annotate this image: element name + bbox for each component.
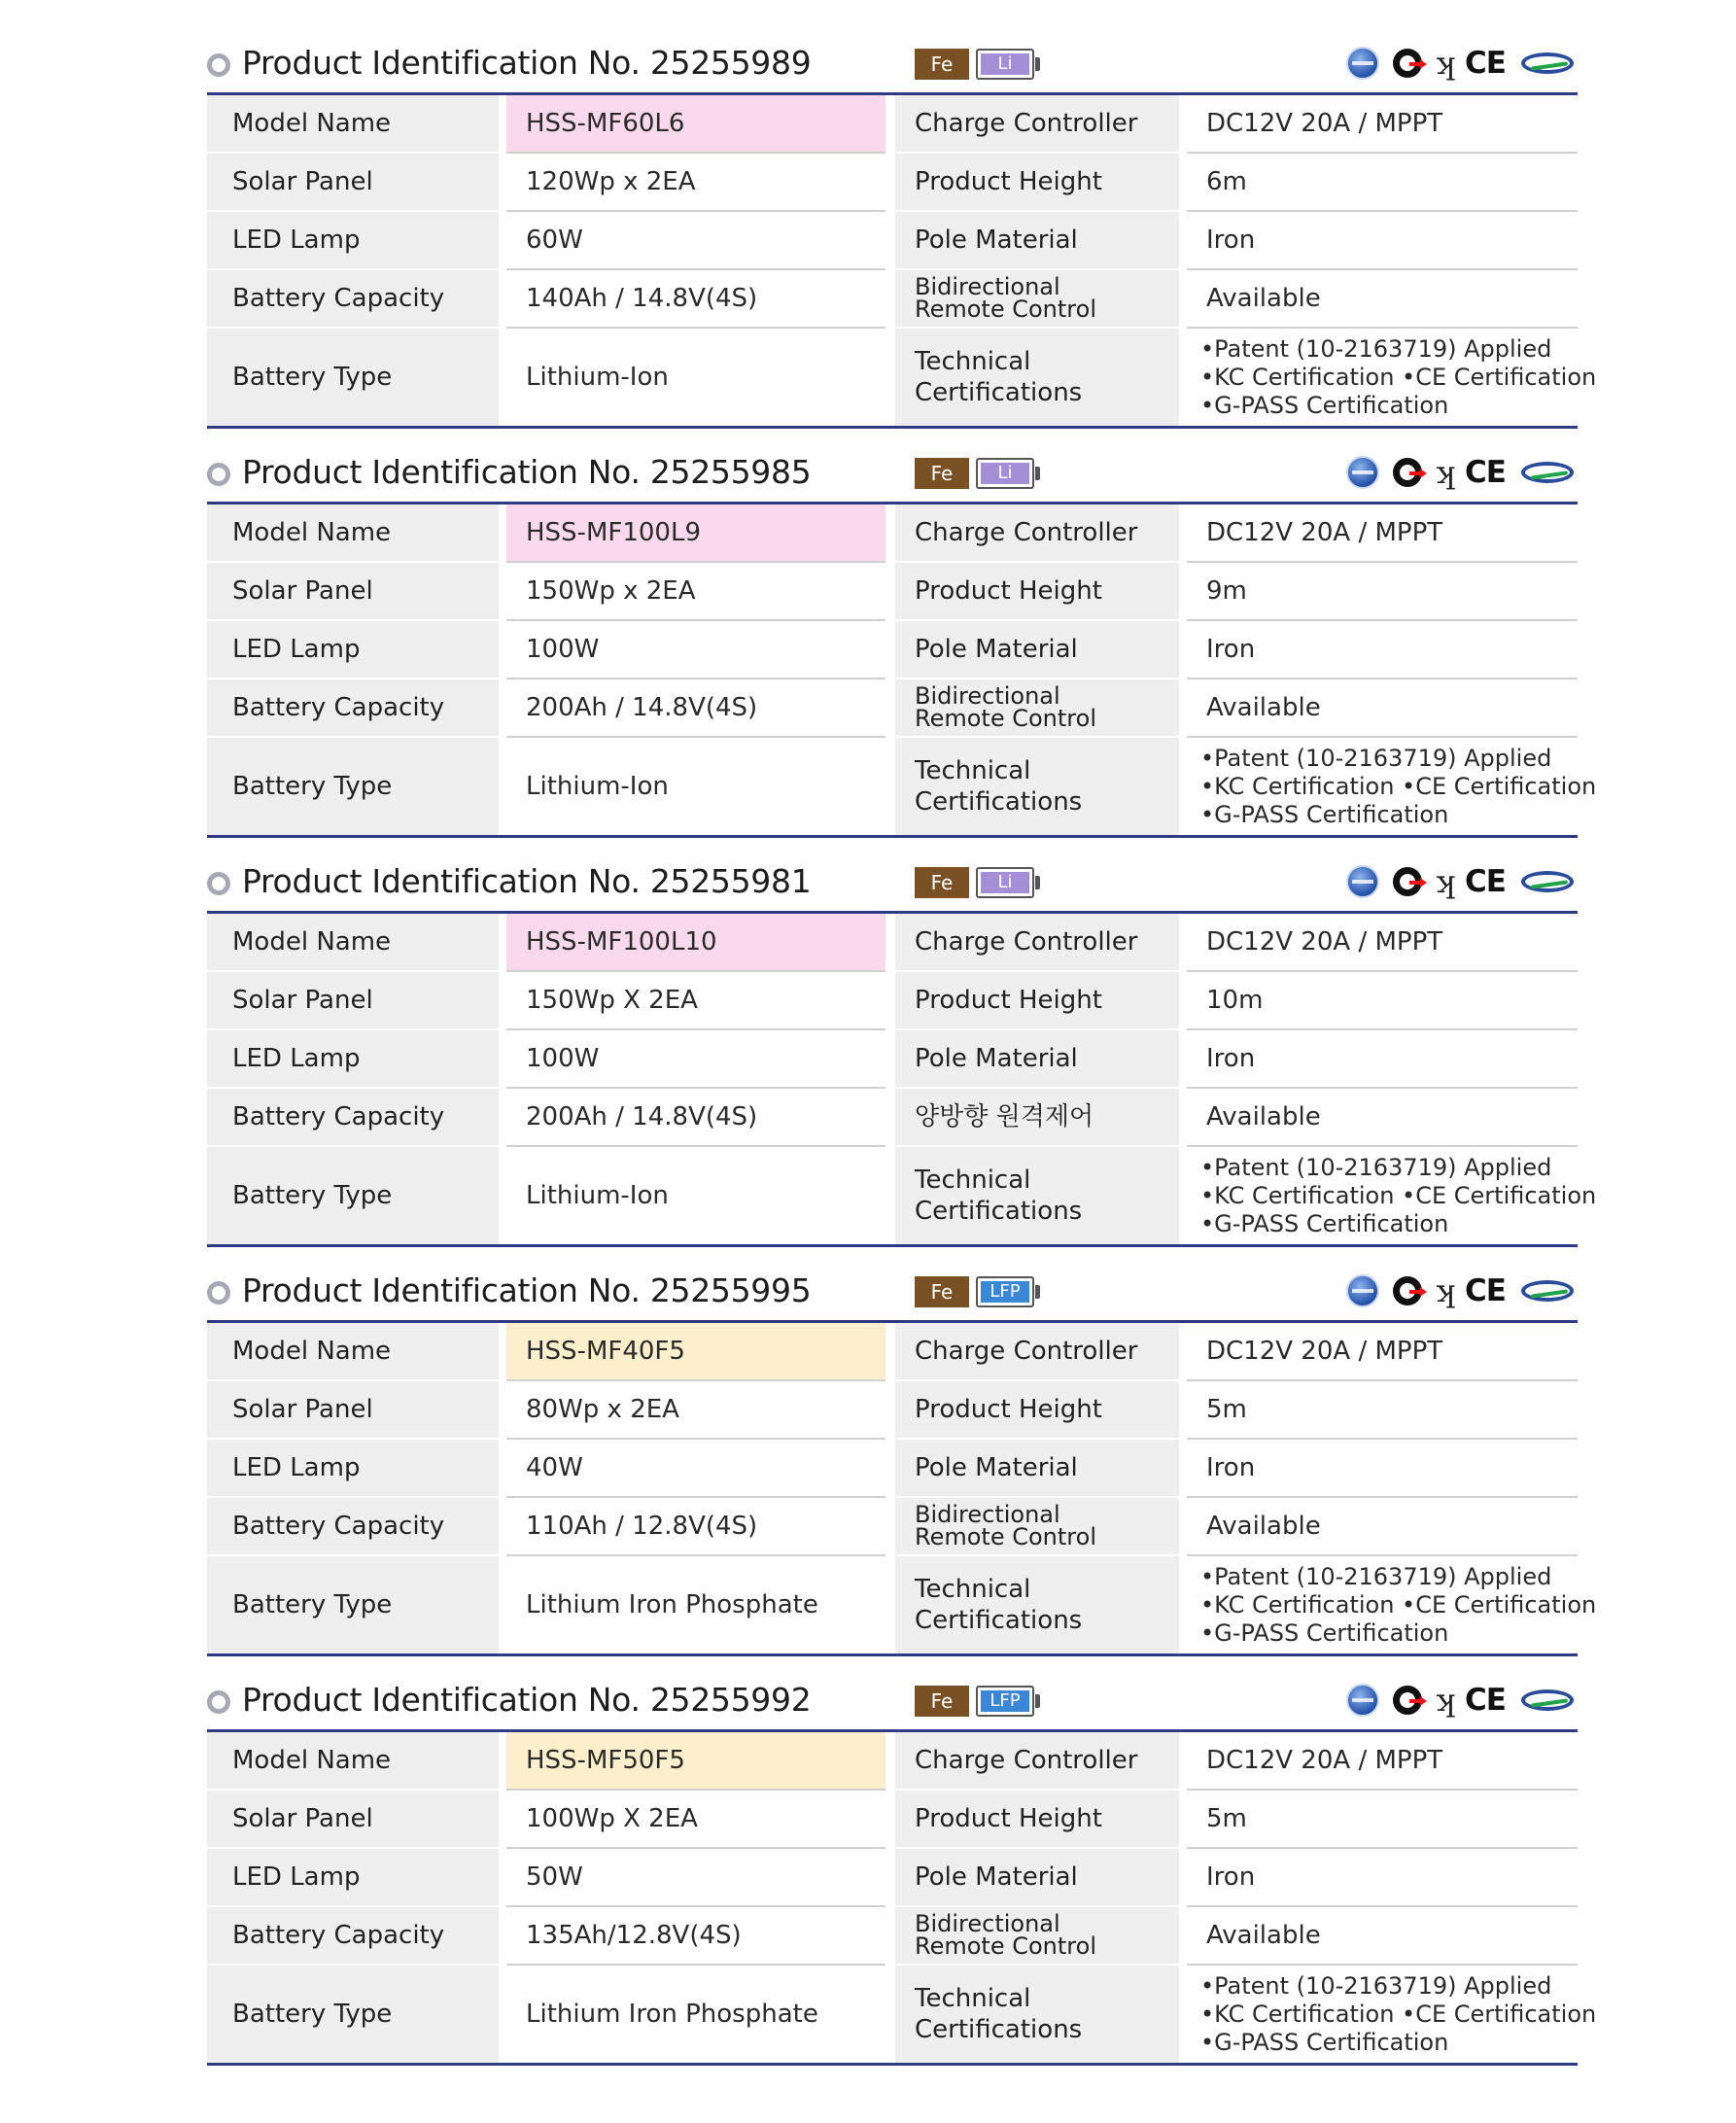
pole-material-value: Iron <box>1187 1849 1578 1907</box>
ce-mark-icon: CE <box>1465 455 1506 490</box>
remote-label-line2: Remote Control <box>915 1932 1096 1960</box>
product-block <box>207 857 1597 1267</box>
product-header <box>207 857 1578 908</box>
technical-certifications-label <box>895 1966 1179 2063</box>
table-row <box>207 679 1578 738</box>
battery-type-badge: LFP <box>981 1690 1029 1712</box>
table-row <box>207 95 1578 154</box>
product-height-value: 5m <box>1187 1381 1578 1440</box>
cert-line: •G-PASS Certification <box>1200 2028 1449 2056</box>
pole-material-value: Iron <box>1187 212 1578 270</box>
battery-type-label: Battery Type <box>207 1556 499 1653</box>
battery-capacity-value: 140Ah / 14.8V(4S) <box>506 270 885 329</box>
table-row <box>207 1732 1578 1791</box>
led-lamp-label: LED Lamp <box>207 1849 499 1907</box>
battery-type-value: Lithium-Ion <box>526 1181 669 1210</box>
battery-icon <box>976 458 1034 489</box>
spec-table <box>207 92 1597 429</box>
model-name-value: HSS-MF40F5 <box>506 1323 885 1381</box>
battery-capacity-label: Battery Capacity <box>207 270 499 329</box>
cert-line: •Patent (10-2163719) Applied <box>1200 1562 1552 1590</box>
table-row <box>207 270 1578 329</box>
product-title: Product Identification No. 25255985 <box>242 453 812 491</box>
battery-capacity-value: 200Ah / 14.8V(4S) <box>506 679 885 738</box>
product-header <box>207 448 1578 499</box>
ce-mark-icon: CE <box>1465 46 1506 81</box>
product-height-label: Product Height <box>895 1381 1179 1440</box>
charge-controller-label: Charge Controller <box>895 914 1179 972</box>
cert-line: •KC Certification •CE Certification <box>1200 2000 1597 2028</box>
technical-certifications-label <box>895 1147 1179 1244</box>
charge-controller-value: DC12V 20A / MPPT <box>1187 1323 1578 1381</box>
solar-panel-value: 100Wp X 2EA <box>506 1791 885 1849</box>
table-row <box>207 329 1597 426</box>
battery-type-label: Battery Type <box>207 1966 499 2063</box>
battery-type-label: Battery Type <box>207 329 499 426</box>
global-certification-icon <box>1346 1684 1379 1717</box>
fe-badge: Fe <box>915 458 969 489</box>
kc-mark-icon: ʞ <box>1436 45 1455 82</box>
remote-control-value: Available <box>1187 1089 1578 1147</box>
remote-control-label <box>895 1907 1179 1966</box>
product-title: Product Identification No. 25255992 <box>242 1681 812 1719</box>
model-name-label: Model Name <box>207 505 499 563</box>
model-name-value: HSS-MF100L9 <box>506 505 885 563</box>
charge-controller-label: Charge Controller <box>895 1323 1179 1381</box>
battery-capacity-label: Battery Capacity <box>207 679 499 738</box>
battery-type-label: Battery Type <box>207 738 499 835</box>
remote-label-line1: Bidirectional <box>915 1910 1060 1937</box>
technical-certifications-label <box>895 1556 1179 1653</box>
gpass-icon <box>1393 49 1422 78</box>
battery-type-badge: Li <box>981 53 1029 75</box>
certification-logos <box>1346 456 1576 491</box>
battery-type-value: Lithium Iron Phosphate <box>526 2000 818 2029</box>
tech-cert-line1: Technical <box>915 1166 1031 1195</box>
kc-mark-icon: ʞ <box>1436 863 1455 900</box>
product-spec-sheet <box>207 39 1597 2085</box>
table-row <box>207 972 1578 1030</box>
remote-control-label <box>895 1089 1179 1147</box>
tech-cert-line1: Technical <box>915 1575 1031 1604</box>
battery-capacity-label: Battery Capacity <box>207 1089 499 1147</box>
table-row <box>207 1498 1578 1556</box>
gpass-icon <box>1393 867 1422 896</box>
table-row <box>207 1323 1578 1381</box>
fe-badge: Fe <box>915 1686 969 1717</box>
charge-controller-value: DC12V 20A / MPPT <box>1187 95 1578 154</box>
table-row <box>207 1966 1597 2063</box>
solar-panel-label: Solar Panel <box>207 563 499 621</box>
tech-cert-line2: Certifications <box>915 787 1083 817</box>
good-design-icon <box>1521 1280 1574 1302</box>
table-row <box>207 1791 1578 1849</box>
model-name-value: HSS-MF50F5 <box>506 1732 885 1791</box>
led-lamp-value: 60W <box>506 212 885 270</box>
led-lamp-label: LED Lamp <box>207 1440 499 1498</box>
battery-icon <box>976 867 1034 898</box>
solar-panel-value: 80Wp x 2EA <box>506 1381 885 1440</box>
battery-type-label: Battery Type <box>207 1147 499 1244</box>
table-row <box>207 621 1578 679</box>
global-certification-icon <box>1346 47 1379 80</box>
cert-line: •KC Certification •CE Certification <box>1200 1181 1597 1209</box>
spec-table <box>207 1729 1597 2066</box>
remote-control-value: Available <box>1187 270 1578 329</box>
table-row <box>207 154 1578 212</box>
charge-controller-value: DC12V 20A / MPPT <box>1187 914 1578 972</box>
spec-table <box>207 502 1597 838</box>
product-height-value: 5m <box>1187 1791 1578 1849</box>
cert-line: •G-PASS Certification <box>1200 391 1449 419</box>
battery-capacity-label: Battery Capacity <box>207 1907 499 1966</box>
kc-mark-icon: ʞ <box>1436 454 1455 491</box>
product-height-value: 6m <box>1187 154 1578 212</box>
technical-certifications-value <box>1187 1966 1597 2063</box>
product-height-label: Product Height <box>895 154 1179 212</box>
technical-certifications-value <box>1187 1556 1597 1653</box>
charge-controller-label: Charge Controller <box>895 95 1179 154</box>
technical-certifications-value <box>1187 738 1597 835</box>
gpass-icon <box>1393 458 1422 487</box>
cert-line: •G-PASS Certification <box>1200 800 1449 828</box>
remote-control-value: Available <box>1187 1907 1578 1966</box>
product-block <box>207 448 1597 857</box>
tech-cert-line1: Technical <box>915 1984 1031 2013</box>
certification-logos <box>1346 865 1576 900</box>
battery-icon <box>976 49 1034 80</box>
model-name-label: Model Name <box>207 914 499 972</box>
gpass-icon <box>1393 1276 1422 1305</box>
cert-line: •Patent (10-2163719) Applied <box>1200 1153 1552 1181</box>
solar-panel-value: 120Wp x 2EA <box>506 154 885 212</box>
fe-badge: Fe <box>915 1276 969 1307</box>
product-height-label: Product Height <box>895 563 1179 621</box>
charge-controller-value: DC12V 20A / MPPT <box>1187 505 1578 563</box>
tech-cert-line2: Certifications <box>915 378 1083 407</box>
technical-certifications-value <box>1187 329 1597 426</box>
fe-badge: Fe <box>915 867 969 898</box>
tech-cert-line1: Technical <box>915 347 1031 376</box>
battery-capacity-value: 135Ah/12.8V(4S) <box>506 1907 885 1966</box>
battery-icon <box>976 1276 1034 1307</box>
table-row <box>207 738 1597 835</box>
ce-mark-icon: CE <box>1465 1273 1506 1308</box>
tech-cert-line2: Certifications <box>915 1197 1083 1226</box>
battery-capacity-value: 110Ah / 12.8V(4S) <box>506 1498 885 1556</box>
product-header <box>207 1267 1578 1317</box>
product-title: Product Identification No. 25255995 <box>242 1271 812 1309</box>
pole-material-value: Iron <box>1187 621 1578 679</box>
pole-material-label: Pole Material <box>895 1440 1179 1498</box>
cert-line: •Patent (10-2163719) Applied <box>1200 744 1552 772</box>
product-block <box>207 1676 1597 2085</box>
product-block <box>207 39 1597 448</box>
product-height-label: Product Height <box>895 972 1179 1030</box>
charge-controller-value: DC12V 20A / MPPT <box>1187 1732 1578 1791</box>
bullet-icon <box>207 1281 230 1305</box>
led-lamp-value: 100W <box>506 1030 885 1089</box>
table-row <box>207 1556 1597 1653</box>
model-name-value: HSS-MF100L10 <box>506 914 885 972</box>
good-design-icon <box>1521 1689 1574 1711</box>
bullet-icon <box>207 463 230 486</box>
led-lamp-label: LED Lamp <box>207 621 499 679</box>
cert-line: •G-PASS Certification <box>1200 1209 1449 1237</box>
battery-type-value: Lithium Iron Phosphate <box>526 1590 818 1619</box>
solar-panel-label: Solar Panel <box>207 972 499 1030</box>
table-row <box>207 1849 1578 1907</box>
tech-cert-line2: Certifications <box>915 1606 1083 1635</box>
led-lamp-label: LED Lamp <box>207 212 499 270</box>
remote-label-line1: Bidirectional <box>915 1501 1060 1528</box>
remote-control-label <box>895 1498 1179 1556</box>
table-row <box>207 1381 1578 1440</box>
table-row <box>207 212 1578 270</box>
certification-logos <box>1346 1684 1576 1719</box>
ce-mark-icon: CE <box>1465 1683 1506 1718</box>
table-row <box>207 1089 1578 1147</box>
solar-panel-label: Solar Panel <box>207 1791 499 1849</box>
spec-table <box>207 911 1597 1247</box>
remote-label-line1: Bidirectional <box>915 682 1060 710</box>
remote-label-line1: Bidirectional <box>915 273 1060 300</box>
remote-control-value: Available <box>1187 679 1578 738</box>
ce-mark-icon: CE <box>1465 864 1506 899</box>
bullet-icon <box>207 1690 230 1714</box>
remote-control-label <box>895 270 1179 329</box>
remote-control-label <box>895 679 1179 738</box>
battery-capacity-label: Battery Capacity <box>207 1498 499 1556</box>
model-name-label: Model Name <box>207 1323 499 1381</box>
battery-capacity-value: 200Ah / 14.8V(4S) <box>506 1089 885 1147</box>
technical-certifications-label <box>895 738 1179 835</box>
led-lamp-value: 50W <box>506 1849 885 1907</box>
kc-mark-icon: ʞ <box>1436 1682 1455 1719</box>
cert-line: •G-PASS Certification <box>1200 1618 1449 1647</box>
cert-line: •Patent (10-2163719) Applied <box>1200 334 1552 363</box>
table-row <box>207 1440 1578 1498</box>
cert-line: •KC Certification •CE Certification <box>1200 772 1597 800</box>
bullet-icon <box>207 53 230 77</box>
led-lamp-value: 100W <box>506 621 885 679</box>
product-header <box>207 39 1578 89</box>
cert-line: •KC Certification •CE Certification <box>1200 363 1597 391</box>
battery-type-value: Lithium-Ion <box>526 772 669 801</box>
pole-material-value: Iron <box>1187 1030 1578 1089</box>
pole-material-label: Pole Material <box>895 621 1179 679</box>
battery-type-badge: Li <box>981 872 1029 893</box>
remote-label-line1: 양방향 원격제어 <box>915 1102 1094 1131</box>
cert-line: •KC Certification •CE Certification <box>1200 1590 1597 1618</box>
product-height-label: Product Height <box>895 1791 1179 1849</box>
charge-controller-label: Charge Controller <box>895 505 1179 563</box>
solar-panel-value: 150Wp x 2EA <box>506 563 885 621</box>
technical-certifications-label <box>895 329 1179 426</box>
table-row <box>207 1147 1597 1244</box>
led-lamp-label: LED Lamp <box>207 1030 499 1089</box>
product-header <box>207 1676 1578 1726</box>
solar-panel-label: Solar Panel <box>207 1381 499 1440</box>
battery-type-value: Lithium-Ion <box>526 363 669 392</box>
battery-icon <box>976 1686 1034 1717</box>
pole-material-value: Iron <box>1187 1440 1578 1498</box>
remote-label-line2: Remote Control <box>915 705 1096 732</box>
table-row <box>207 1907 1578 1966</box>
global-certification-icon <box>1346 1274 1379 1307</box>
table-row <box>207 914 1578 972</box>
good-design-icon <box>1521 871 1574 892</box>
solar-panel-label: Solar Panel <box>207 154 499 212</box>
product-height-value: 9m <box>1187 563 1578 621</box>
global-certification-icon <box>1346 456 1379 489</box>
tech-cert-line2: Certifications <box>915 2015 1083 2044</box>
bullet-icon <box>207 872 230 895</box>
good-design-icon <box>1521 52 1574 74</box>
charge-controller-label: Charge Controller <box>895 1732 1179 1791</box>
fe-badge: Fe <box>915 49 969 80</box>
technical-certifications-value <box>1187 1147 1597 1244</box>
tech-cert-line1: Technical <box>915 756 1031 785</box>
cert-line: •Patent (10-2163719) Applied <box>1200 1971 1552 2000</box>
product-title: Product Identification No. 25255981 <box>242 862 812 900</box>
pole-material-label: Pole Material <box>895 212 1179 270</box>
remote-control-value: Available <box>1187 1498 1578 1556</box>
table-row <box>207 563 1578 621</box>
pole-material-label: Pole Material <box>895 1030 1179 1089</box>
certification-logos <box>1346 1274 1576 1309</box>
model-name-label: Model Name <box>207 95 499 154</box>
solar-panel-value: 150Wp X 2EA <box>506 972 885 1030</box>
product-title: Product Identification No. 25255989 <box>242 44 812 82</box>
global-certification-icon <box>1346 865 1379 898</box>
battery-type-badge: LFP <box>981 1281 1029 1303</box>
table-row <box>207 1030 1578 1089</box>
remote-label-line2: Remote Control <box>915 296 1096 323</box>
good-design-icon <box>1521 462 1574 483</box>
product-height-value: 10m <box>1187 972 1578 1030</box>
remote-label-line2: Remote Control <box>915 1523 1096 1550</box>
led-lamp-value: 40W <box>506 1440 885 1498</box>
model-name-label: Model Name <box>207 1732 499 1791</box>
product-block <box>207 1267 1597 1676</box>
pole-material-label: Pole Material <box>895 1849 1179 1907</box>
spec-table <box>207 1320 1597 1656</box>
battery-type-badge: Li <box>981 463 1029 484</box>
model-name-value: HSS-MF60L6 <box>506 95 885 154</box>
certification-logos <box>1346 47 1576 82</box>
gpass-icon <box>1393 1686 1422 1715</box>
kc-mark-icon: ʞ <box>1436 1272 1455 1309</box>
table-row <box>207 505 1578 563</box>
